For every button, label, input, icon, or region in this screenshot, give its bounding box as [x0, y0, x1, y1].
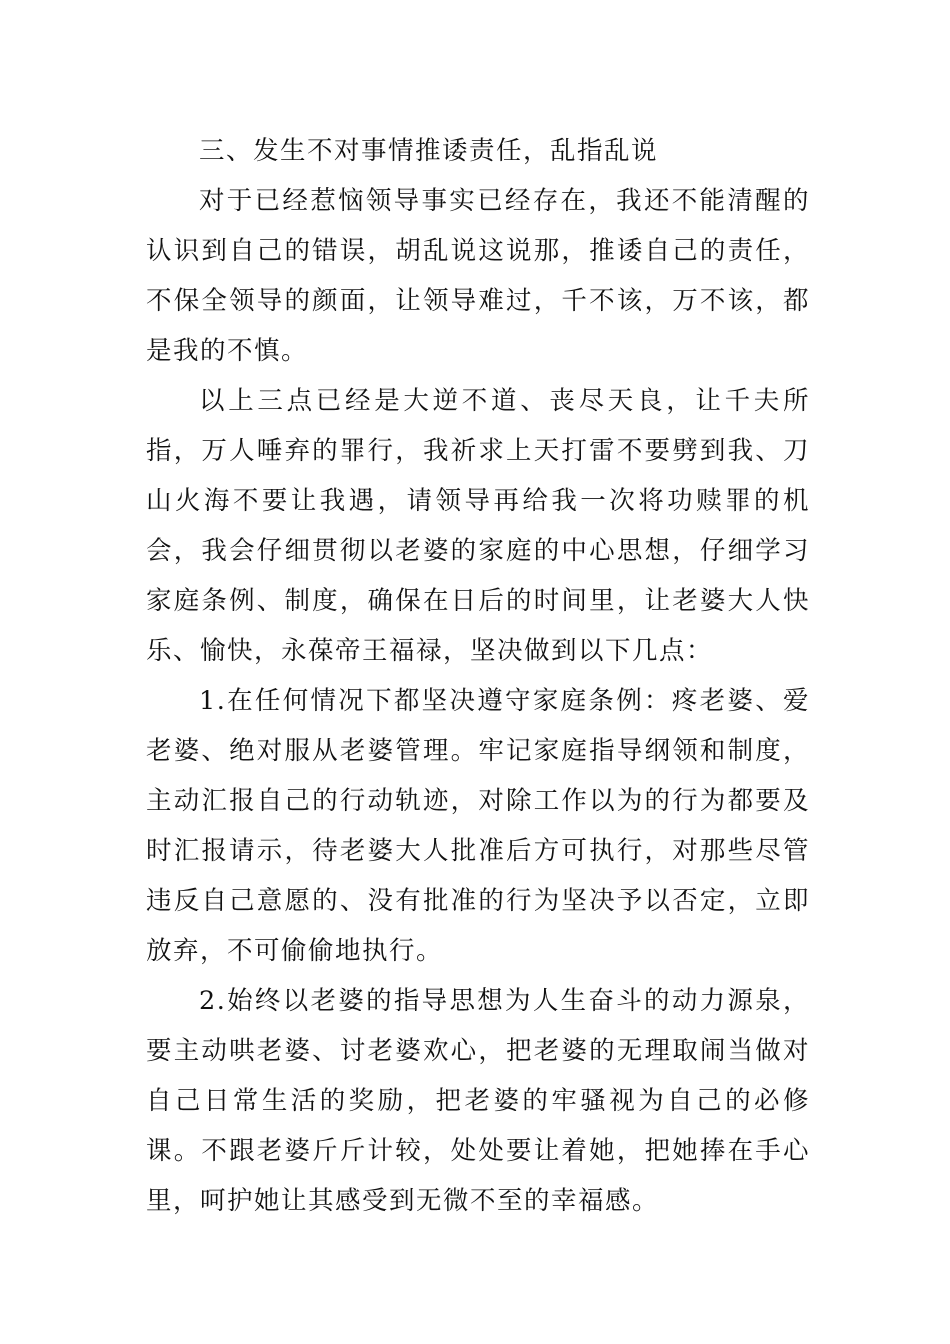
- document-body: [146, 126, 810, 1226]
- paragraph-2: 以上三点已经是大逆不道、丧尽天良，让千夫所指，万人唾弃的罪行，我祈求上天打雷不要劈到我、刀山火海不要让我遇，请领导再给我一次将功赎罪的机会，我会仔细贯彻以老婆的家庭的中心思想，仔细学习家庭条例、制度，确保在日后的时间里，让老婆大人快乐、愉快，永葆帝王福禄，坚决做到以下几点：: [146, 386, 810, 666]
- paragraph-3: 1.在任何情况下都坚决遵守家庭条例：疼老婆、爱老婆、绝对服从老婆管理。牢记家庭指导纲领和制度，主动汇报自己的行动轨迹，对除工作以为的行为都要及时汇报请示，待老婆大人批准后方可执行，对那些尽管违反自己意愿的、没有批准的行为坚决予以否定，立即放弃，不可偷偷地执行。: [146, 686, 810, 966]
- paragraph-1: 对于已经惹恼领导事实已经存在，我还不能清醒的认识到自己的错误，胡乱说这说那，推诿自己的责任，不保全领导的颜面，让领导难过，千不该，万不该，都是我的不慎。: [146, 186, 810, 366]
- section-heading: 三、发生不对事情推诿责任，乱指乱说: [199, 136, 659, 166]
- paragraph-4: 2.始终以老婆的指导思想为人生奋斗的动力源泉，要主动哄老婆、讨老婆欢心，把老婆的无理取闹当做对自己日常生活的奖励，把老婆的牢骚视为自己的必修课。不跟老婆斤斤计较，处处要让着她，把她捧在手心里，呵护她让其感受到无微不至的幸福感。: [146, 986, 810, 1216]
